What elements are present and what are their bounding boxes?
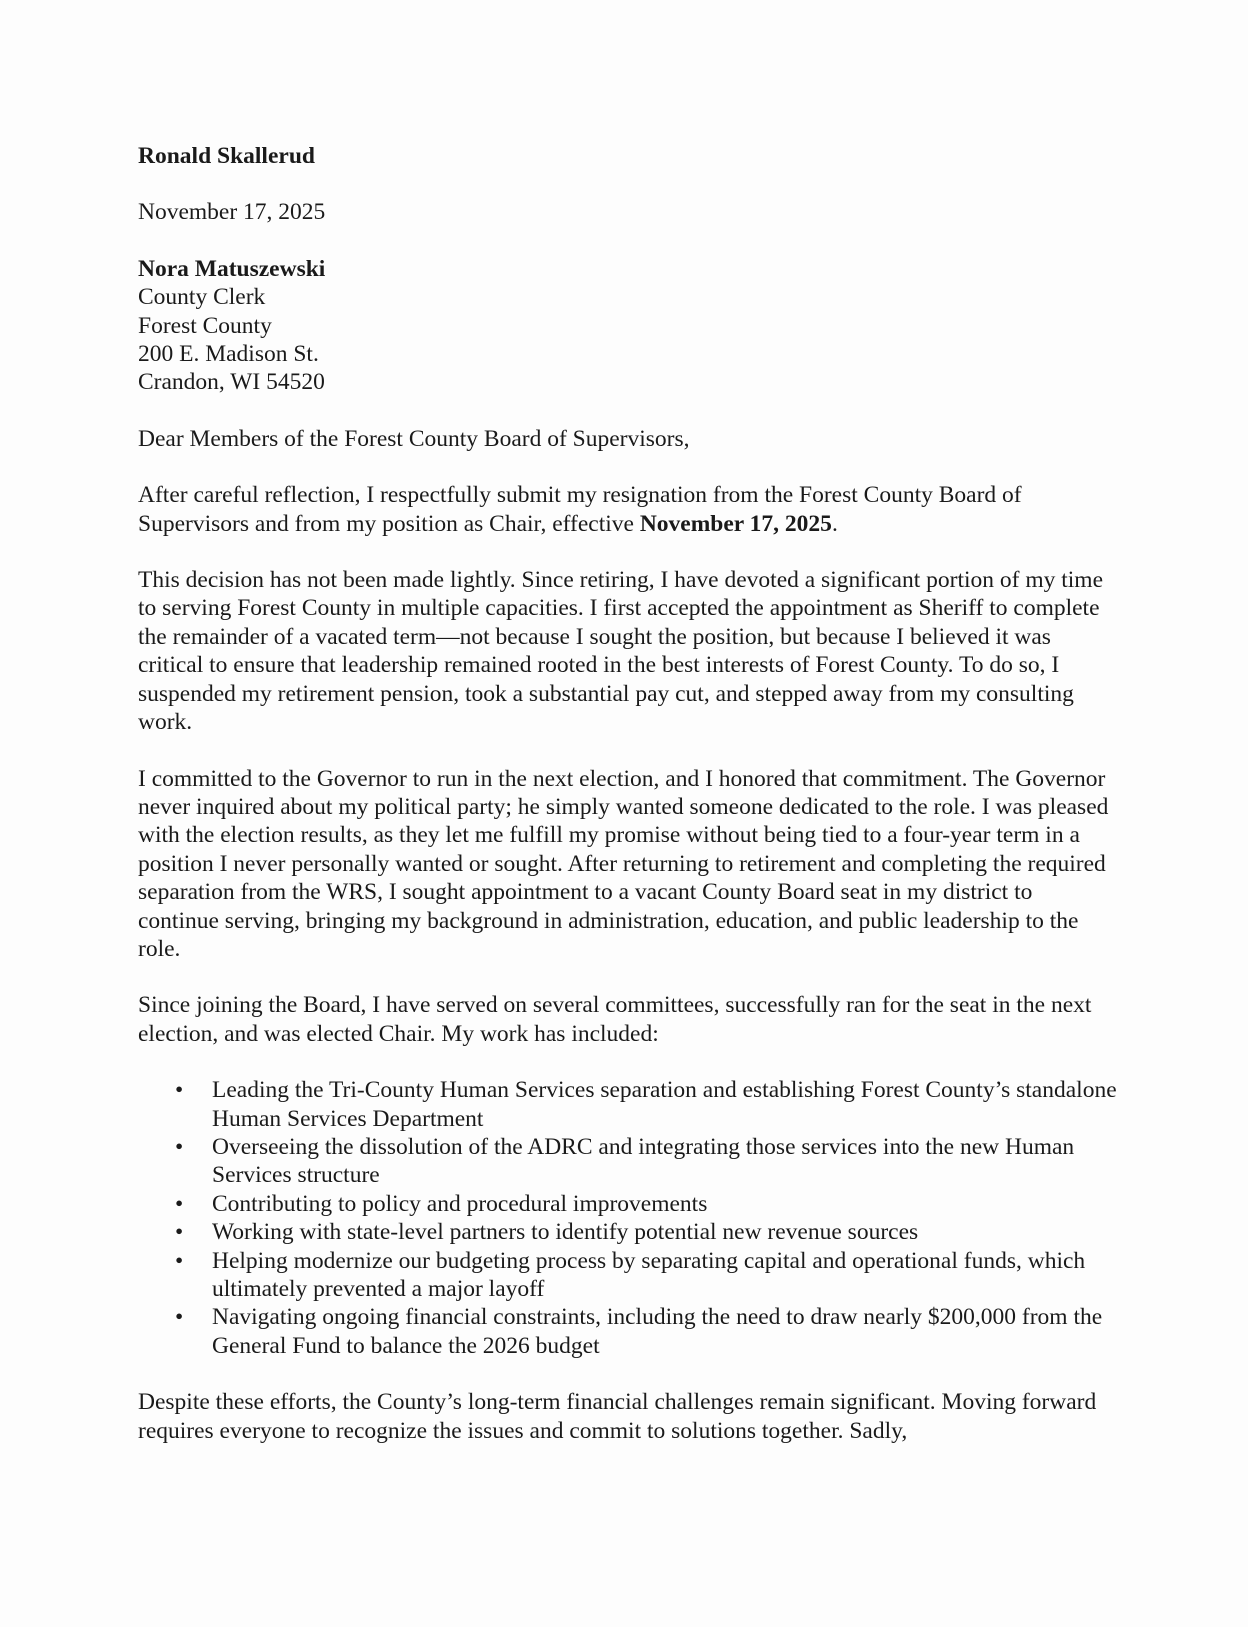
letter-date: November 17, 2025 [138, 199, 326, 226]
bullet-icon: • [175, 1077, 184, 1104]
recipient-city-line: Crandon, WI 54520 [138, 369, 325, 396]
sender-name: Ronald Skallerud [138, 143, 315, 169]
list-item [138, 1247, 1118, 1304]
list-item [138, 1076, 1118, 1133]
bullet-icon: • [175, 1304, 184, 1331]
list-item-text: Working with state-level partners to identify potential new revenue sources [212, 1219, 919, 1246]
list-item-text: Helping modernize our budgeting process by separating capital and operational funds, which ultimately prevented a major layoff [212, 1247, 1086, 1302]
recipient-organization: Forest County [138, 312, 272, 339]
bullet-icon: • [175, 1247, 184, 1274]
bullet-icon: • [175, 1190, 184, 1217]
paragraph-board-service: Since joining the Board, I have served on several committees, successfully ran for the seat in the next election, and was elected Chair. My work has included: [138, 992, 1092, 1047]
bullet-icon: • [175, 1219, 184, 1246]
paragraph-resignation [138, 481, 1118, 538]
paragraph-resignation-end: . [831, 510, 838, 537]
bullet-icon: • [175, 1133, 184, 1160]
list-item-text: Contributing to policy and procedural improvements [212, 1190, 708, 1217]
list-item-text: Overseeing the dissolution of the ADRC and integrating those services into the new Human Services structure [212, 1133, 1075, 1189]
accomplishments-list [138, 1076, 1118, 1360]
letter-body [138, 142, 1118, 1445]
recipient-title: County Clerk [138, 284, 266, 311]
list-item [138, 1133, 1118, 1190]
paragraph-election: I committed to the Governor to run in the next election, and I honored that commitment. The Governor never inquired about my political party; he simply wanted someone dedicated to the role. I was pleased with the election results, as they let me fulfill my promise without being tied to a four-year term in a position I never personally wanted or sought. After returning to retirement and completing the required separation from the WRS, I sought appointment to a vacant County Board seat in my district to continue serving, bringing my background in administration, education, and public leadership to the role. [138, 765, 1109, 962]
list-item [138, 1218, 1118, 1246]
recipient-street: 200 E. Madison St. [138, 341, 319, 368]
recipient-address-block [138, 255, 1118, 397]
recipient-name: Nora Matuszewski [138, 255, 326, 282]
salutation: Dear Members of the Forest County Board of Supervisors, [138, 425, 690, 452]
list-item-text: Leading the Tri-County Human Services separation and establishing Forest County’s standalone Human Services Department [212, 1077, 1117, 1132]
paragraph-challenges: Despite these efforts, the County’s long-term financial challenges remain significant. Moving forward requires everyone to recognize the issues and commit to solutions together. Sadly, [138, 1389, 1097, 1444]
paragraph-resignation-text: After careful reflection, I respectfully submit my resignation from the Forest County Board of Supervisors and from my position as Chair, effective [138, 482, 1022, 537]
list-item [138, 1190, 1118, 1218]
effective-date: November 17, 2025 [639, 510, 832, 537]
paragraph-background: This decision has not been made lightly. Since retiring, I have devoted a significant portion of my time to serving Forest County in multiple capacities. I first accepted the appointment as Sheriff to complete the remainder of a vacated term—not because I sought the position, but because I believed it was critical to ensure that leadership remained rooted in the best interests of Forest County. To do so, I suspended my retirement pension, took a substantial pay cut, and stepped away from my consulting work. [138, 567, 1104, 736]
list-item [138, 1303, 1118, 1360]
list-item-text: Navigating ongoing financial constraints, including the need to draw nearly $200,000 from the General Fund to balance the 2026 budget [212, 1304, 1103, 1359]
